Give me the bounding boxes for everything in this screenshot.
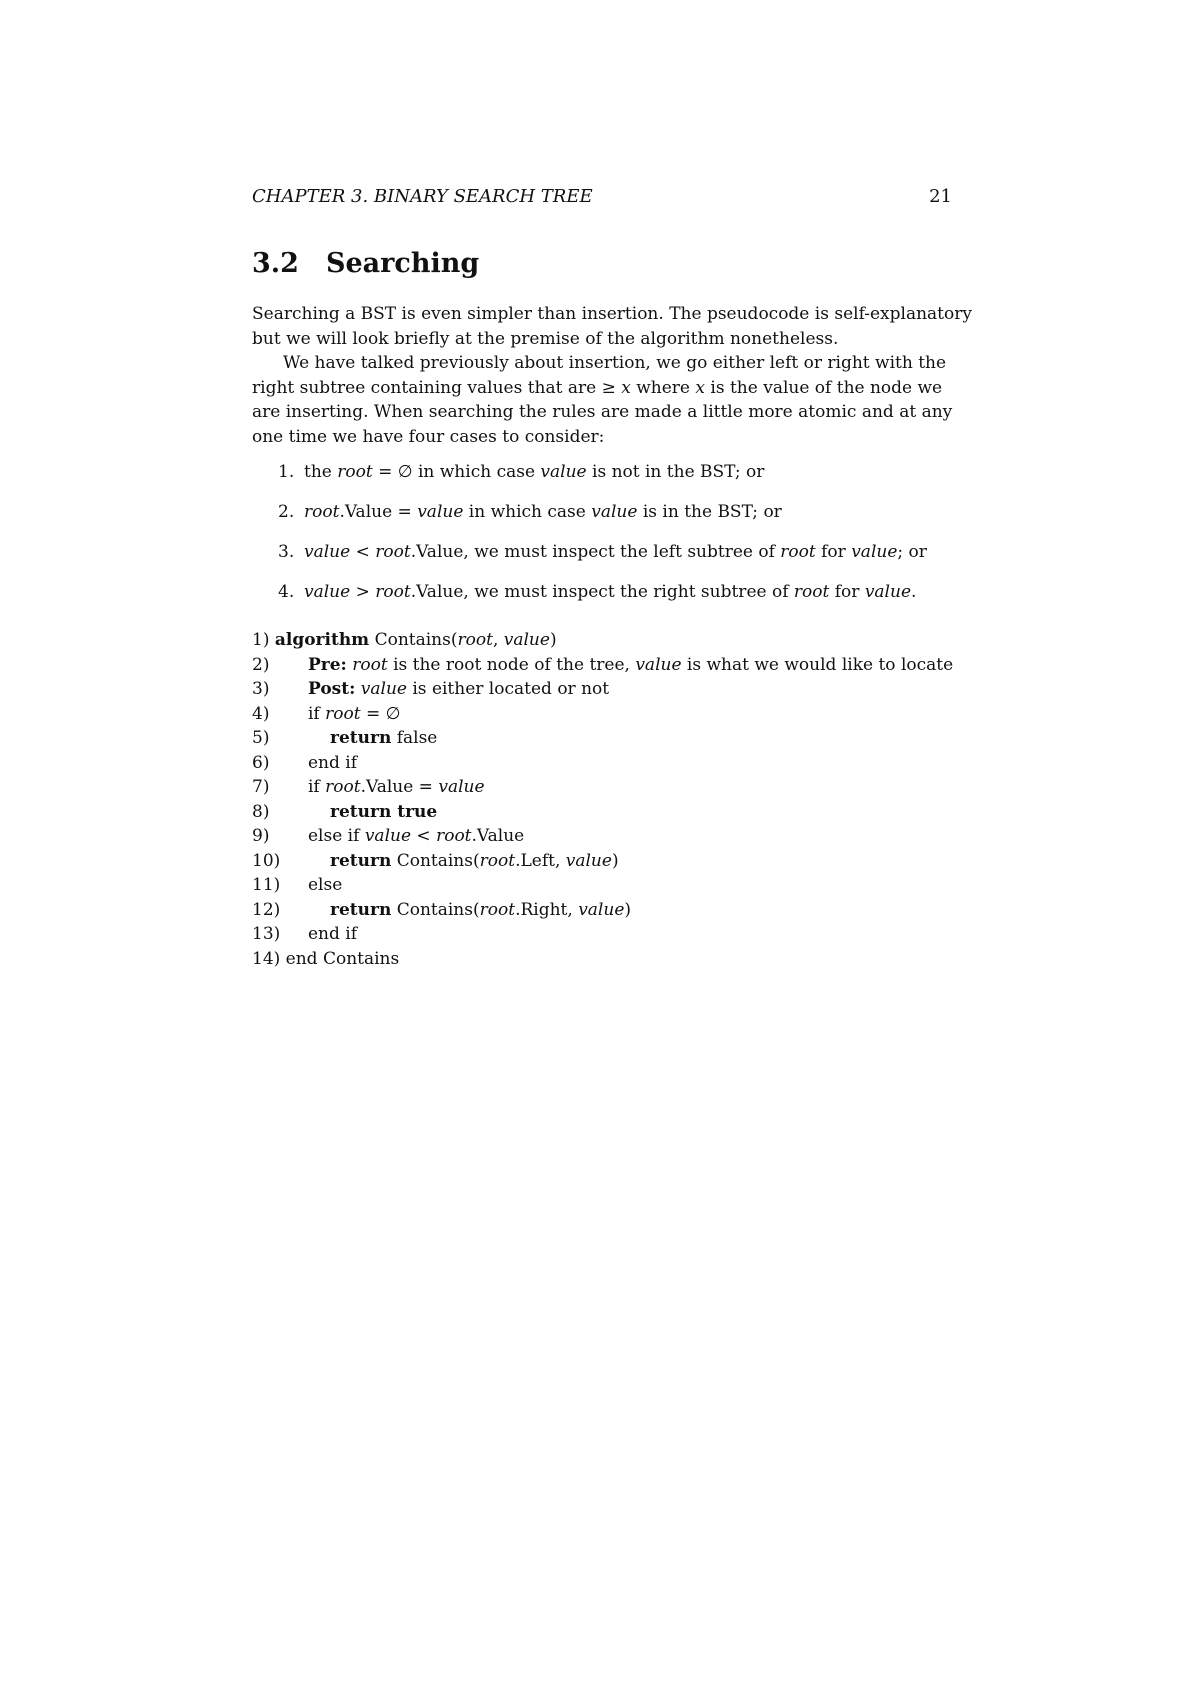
case-list bbox=[278, 460, 968, 620]
case-number: 1. bbox=[278, 462, 295, 482]
code-line: 6) end if bbox=[252, 751, 972, 776]
paragraph-1: Searching a BST is even simpler than insertion. The pseudocode is self-explanatory but we will look briefly at the premise of the algorithm nonetheless. bbox=[252, 304, 972, 349]
code-line: 4) if root = ∅ bbox=[252, 702, 972, 727]
line-number: 9) bbox=[252, 826, 270, 846]
line-number: 7) bbox=[252, 777, 270, 797]
code-line: 12) return Contains(root.Right, value) bbox=[252, 898, 972, 923]
code-line: 13) end if bbox=[252, 922, 972, 947]
running-header bbox=[252, 186, 952, 207]
code-line: 10) return Contains(root.Left, value) bbox=[252, 849, 972, 874]
math-var: x bbox=[695, 377, 705, 398]
line-number: 1) bbox=[252, 630, 270, 650]
code-line: 3) Post: value is either located or not bbox=[252, 677, 972, 702]
pseudocode-block bbox=[252, 628, 972, 971]
line-number: 2) bbox=[252, 654, 270, 675]
code-line: 1) algorithm Contains(root, value) bbox=[252, 630, 557, 650]
case-number: 3. bbox=[278, 542, 295, 562]
case-item-2: 2. root.Value = value in which case value is in the BST; or bbox=[278, 502, 782, 522]
running-title: CHAPTER 3. BINARY SEARCH TREE bbox=[252, 186, 593, 207]
section-heading bbox=[252, 248, 479, 279]
line-number: 6) bbox=[252, 752, 270, 773]
line-number: 11) bbox=[252, 875, 281, 895]
line-number: 3) bbox=[252, 679, 270, 699]
code-line: 8) return true bbox=[252, 800, 972, 825]
code-line: 2) Pre: root is the root node of the tree, value is what we would like to locate bbox=[252, 653, 972, 678]
line-number: 4) bbox=[252, 703, 270, 724]
line-number: 10) bbox=[252, 850, 281, 871]
line-number: 14) bbox=[252, 948, 281, 969]
line-number: 13) bbox=[252, 924, 281, 944]
case-item-3: 3. value < root.Value, we must inspect the left subtree of root for value; or bbox=[278, 542, 927, 562]
case-number: 4. bbox=[278, 582, 295, 602]
line-number: 12) bbox=[252, 899, 281, 920]
line-number: 5) bbox=[252, 728, 270, 748]
code-line: 5) return false bbox=[252, 726, 972, 751]
code-line: 14) end Contains bbox=[252, 948, 400, 969]
case-item-4: 4. value > root.Value, we must inspect the right subtree of root for value. bbox=[278, 582, 917, 602]
paragraph-2: We have talked previously about insertion, we go either left or right with the right subtree containing values that are ≥ x where x is the value of the node we are inserting. When searching the rules are made a little more atomic and at any one time we have four cases to consider: bbox=[252, 353, 953, 447]
section-title: Searching bbox=[326, 248, 480, 279]
geq-symbol: ≥ bbox=[601, 377, 616, 398]
code-line: 11) else bbox=[252, 873, 972, 898]
code-line: 7) if root.Value = value bbox=[252, 775, 972, 800]
section-number: 3.2 bbox=[252, 248, 299, 279]
line-number: 8) bbox=[252, 801, 270, 822]
code-line: 9) else if value < root.Value bbox=[252, 824, 972, 849]
page-number: 21 bbox=[929, 186, 952, 207]
math-var: x bbox=[621, 377, 631, 398]
case-item-1: 1. the root = ∅ in which case value is not in the BST; or bbox=[278, 462, 765, 482]
body-text bbox=[252, 302, 972, 449]
case-number: 2. bbox=[278, 502, 295, 522]
